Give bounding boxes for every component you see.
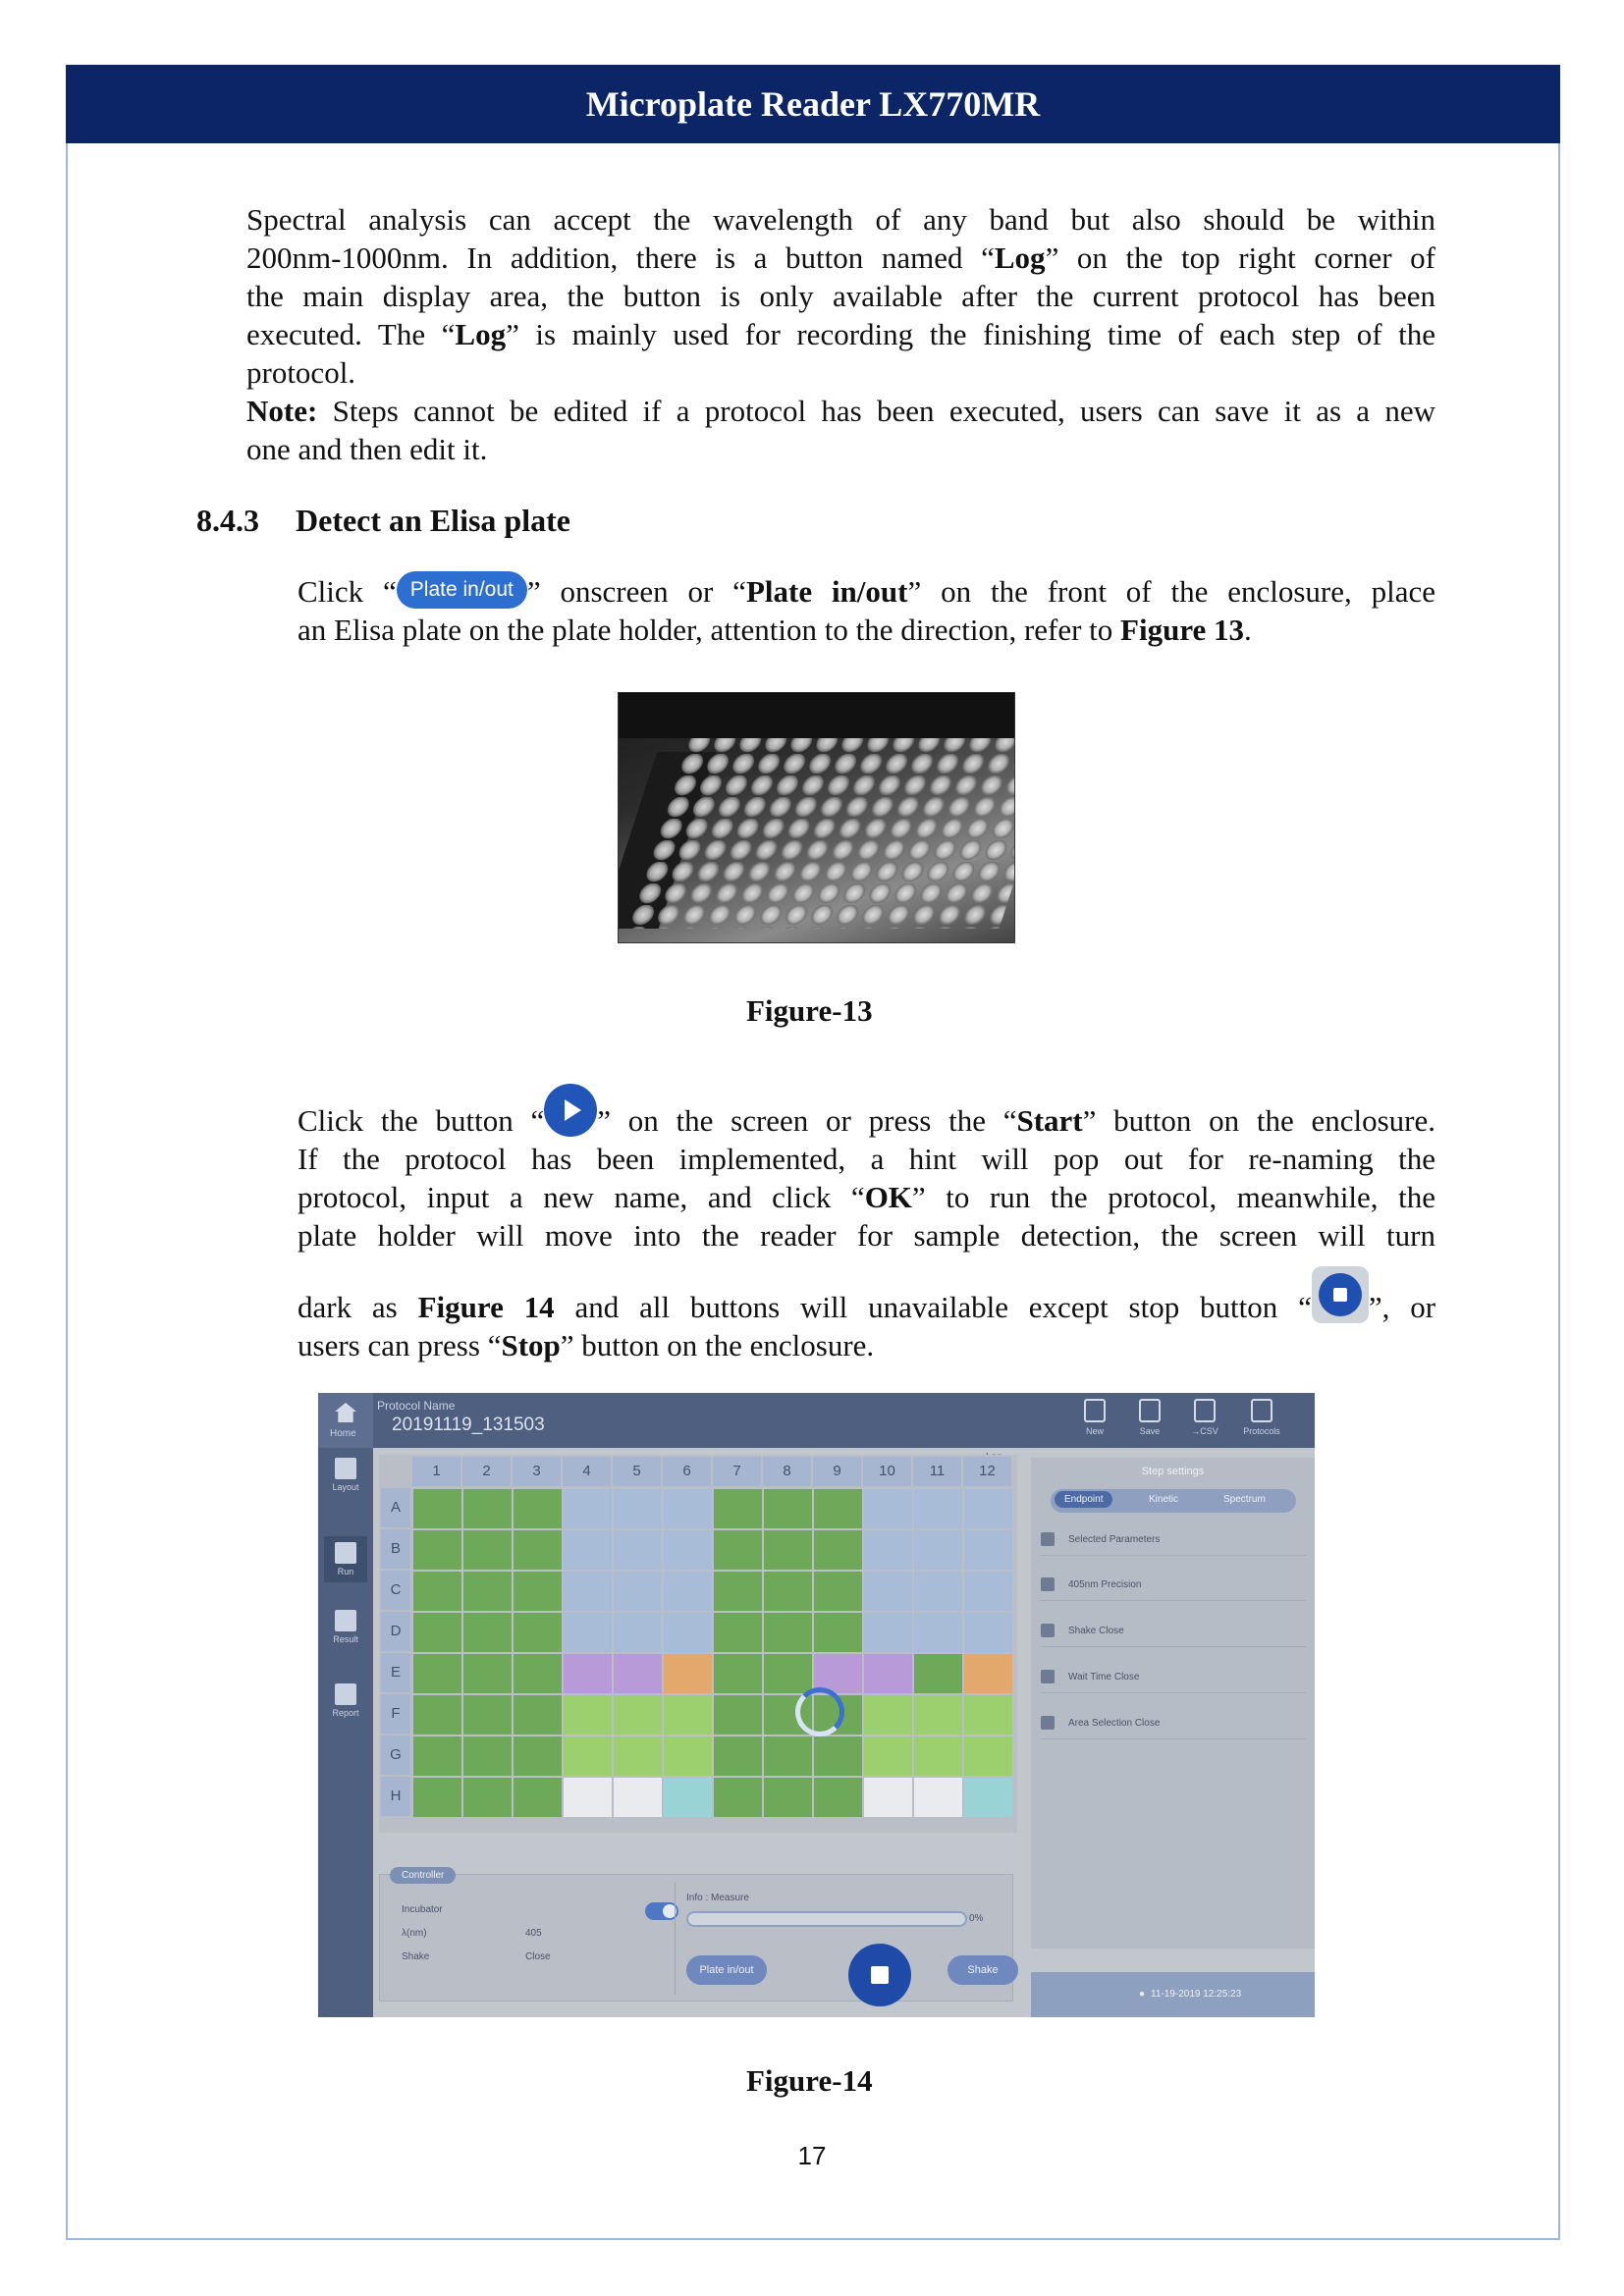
controller-shake-value: Close bbox=[525, 1951, 551, 1962]
plate-well[interactable] bbox=[913, 1694, 963, 1735]
step2-paragraph bbox=[298, 1084, 1435, 1364]
plate-well[interactable] bbox=[713, 1488, 763, 1529]
plate-well[interactable] bbox=[613, 1653, 663, 1694]
column-header[interactable]: 3 bbox=[513, 1457, 561, 1486]
toolbar-csv-button[interactable]: →CSV bbox=[1180, 1399, 1229, 1436]
plate-well[interactable] bbox=[462, 1777, 513, 1818]
row-header[interactable]: F bbox=[381, 1694, 410, 1734]
column-header[interactable]: 12 bbox=[963, 1457, 1011, 1486]
section-title: Detect an Elisa plate bbox=[296, 503, 570, 538]
column-header[interactable]: 6 bbox=[663, 1457, 711, 1486]
area-icon bbox=[1041, 1716, 1055, 1730]
plate-well[interactable] bbox=[462, 1488, 513, 1529]
column-header[interactable]: 1 bbox=[412, 1457, 460, 1486]
play-icon bbox=[335, 1542, 356, 1564]
plate-well[interactable] bbox=[863, 1653, 913, 1694]
shake-icon bbox=[1041, 1624, 1055, 1637]
param-shake[interactable]: Shake Close bbox=[1041, 1618, 1306, 1647]
grid-icon bbox=[1041, 1532, 1055, 1546]
chart-icon bbox=[335, 1610, 356, 1631]
plate-well[interactable] bbox=[863, 1529, 913, 1571]
plate-well[interactable] bbox=[963, 1571, 1013, 1612]
measure-progress-bar bbox=[686, 1911, 967, 1927]
figure13-caption: Figure-13 bbox=[746, 993, 873, 1028]
row-header[interactable]: H bbox=[381, 1777, 410, 1816]
info-measure: Info : Measure bbox=[686, 1893, 749, 1903]
plate-well[interactable] bbox=[513, 1653, 563, 1694]
app-top-bar bbox=[318, 1393, 1315, 1448]
controller-label: Controller bbox=[390, 1867, 456, 1884]
param-area-selection[interactable]: Area Selection Close bbox=[1041, 1710, 1306, 1739]
sidebar-item-run[interactable]: Run bbox=[324, 1536, 367, 1582]
plate-well[interactable] bbox=[513, 1488, 563, 1529]
plate-well[interactable] bbox=[613, 1612, 663, 1653]
plate-well[interactable] bbox=[813, 1571, 863, 1612]
edit-icon bbox=[1084, 1399, 1106, 1422]
plate-well[interactable] bbox=[763, 1777, 813, 1818]
column-header[interactable]: 4 bbox=[563, 1457, 611, 1486]
param-selected: Selected Parameters bbox=[1041, 1526, 1306, 1556]
note-label: Note: bbox=[246, 394, 318, 428]
row-header[interactable]: B bbox=[381, 1529, 410, 1569]
plate-well[interactable] bbox=[813, 1529, 863, 1571]
plate-well[interactable] bbox=[813, 1735, 863, 1777]
plate-well[interactable] bbox=[913, 1777, 963, 1818]
plate-well[interactable] bbox=[513, 1612, 563, 1653]
note-line bbox=[246, 392, 1435, 430]
sidebar-item-report[interactable]: Report bbox=[324, 1683, 367, 1718]
plate-well[interactable] bbox=[813, 1777, 863, 1818]
plate-well[interactable] bbox=[863, 1571, 913, 1612]
plate-well[interactable] bbox=[412, 1735, 462, 1777]
row-header[interactable]: E bbox=[381, 1653, 410, 1692]
plate-well[interactable] bbox=[763, 1612, 813, 1653]
intro-line: the main display area, the button is only available after the current protocol has been bbox=[246, 279, 1435, 313]
plate-well[interactable] bbox=[563, 1529, 613, 1571]
protocol-name-value: 20191119_131503 bbox=[392, 1415, 545, 1435]
toolbar-new-button[interactable]: New bbox=[1070, 1399, 1119, 1436]
row-header[interactable]: C bbox=[381, 1571, 410, 1610]
step-settings-panel bbox=[1031, 1458, 1315, 1949]
plate-well[interactable] bbox=[462, 1653, 513, 1694]
plate-well[interactable] bbox=[513, 1735, 563, 1777]
plate-well[interactable] bbox=[713, 1694, 763, 1735]
plate-well[interactable] bbox=[513, 1777, 563, 1818]
plate-well[interactable] bbox=[613, 1529, 663, 1571]
plate-in-out-button-icon: Plate in/out bbox=[397, 571, 527, 609]
plate-well[interactable] bbox=[913, 1571, 963, 1612]
step1-line1: Click “ Plate in/out ” onscreen or “Plate in/out” on the front of the enclosure, place bbox=[298, 571, 1435, 611]
plate-well[interactable] bbox=[913, 1612, 963, 1653]
plate-in-out-button[interactable]: Plate in/out bbox=[686, 1955, 767, 1985]
plate-well[interactable] bbox=[663, 1488, 713, 1529]
plate-well[interactable] bbox=[713, 1612, 763, 1653]
plate-well[interactable] bbox=[913, 1488, 963, 1529]
plate-well[interactable] bbox=[412, 1653, 462, 1694]
column-header[interactable]: 5 bbox=[613, 1457, 661, 1486]
note-line-2: one and then edit it. bbox=[246, 432, 488, 466]
plate-well[interactable] bbox=[963, 1529, 1013, 1571]
step2-line3: protocol, input a new name, and click “OK” to run the protocol, meanwhile, the bbox=[298, 1180, 1435, 1214]
param-wait-time[interactable]: Wait Time Close bbox=[1041, 1664, 1306, 1693]
loading-spinner-icon bbox=[795, 1687, 844, 1736]
plate-well[interactable] bbox=[412, 1529, 462, 1571]
plate-well[interactable] bbox=[513, 1529, 563, 1571]
tab-spectrum[interactable]: Spectrum bbox=[1223, 1494, 1266, 1505]
column-header[interactable]: 9 bbox=[813, 1457, 861, 1486]
shake-button[interactable]: Shake bbox=[947, 1955, 1018, 1985]
plate-well[interactable] bbox=[462, 1735, 513, 1777]
controller-wavelength-label: λ(nm) bbox=[402, 1928, 427, 1939]
plate-well[interactable] bbox=[412, 1488, 462, 1529]
plate-well[interactable] bbox=[563, 1653, 613, 1694]
plate-well[interactable] bbox=[813, 1612, 863, 1653]
stop-icon bbox=[1312, 1266, 1369, 1323]
plate-well[interactable] bbox=[713, 1777, 763, 1818]
plate-well[interactable] bbox=[713, 1735, 763, 1777]
step2-line2: If the protocol has been implemented, a hint will pop out for re-naming the bbox=[298, 1142, 1435, 1176]
incubator-toggle[interactable] bbox=[645, 1902, 678, 1920]
plate-well[interactable] bbox=[613, 1488, 663, 1529]
controller-wavelength-value: 405 bbox=[525, 1928, 542, 1939]
stop-button[interactable] bbox=[848, 1944, 911, 2006]
plate-well[interactable] bbox=[663, 1529, 713, 1571]
plate-well[interactable] bbox=[563, 1571, 613, 1612]
elisa-plate-wells bbox=[626, 732, 1015, 929]
row-header[interactable]: A bbox=[381, 1488, 410, 1527]
controller-panel bbox=[379, 1870, 1013, 2002]
plate-well[interactable] bbox=[963, 1612, 1013, 1653]
tab-kinetic[interactable]: Kinetic bbox=[1149, 1494, 1179, 1505]
step2-line5: dark as Figure 14 and all buttons will unavailable except stop button “ ”, or bbox=[298, 1266, 1435, 1326]
note-text: Steps cannot be edited if a protocol has been executed, users can save it as a new bbox=[317, 394, 1435, 428]
column-header[interactable]: 2 bbox=[462, 1457, 511, 1486]
plate-well[interactable] bbox=[763, 1488, 813, 1529]
tab-endpoint[interactable]: Endpoint bbox=[1055, 1491, 1112, 1508]
step2-line4: plate holder will move into the reader for sample detection, the screen will turn bbox=[298, 1218, 1435, 1253]
intro-line: protocol. bbox=[246, 355, 356, 390]
plate-well[interactable] bbox=[963, 1653, 1013, 1694]
figure14-caption: Figure-14 bbox=[746, 2063, 873, 2098]
param-wavelength[interactable]: 405nm Precision bbox=[1041, 1572, 1306, 1601]
page-number: 17 bbox=[797, 2141, 827, 2170]
wavelength-icon bbox=[1041, 1577, 1055, 1591]
column-header[interactable]: 7 bbox=[713, 1457, 761, 1486]
plate-well[interactable] bbox=[563, 1612, 613, 1653]
plate-well[interactable] bbox=[863, 1694, 913, 1735]
step2-line1: Click the button “ ” on the screen or press the “Start” button on the enclosure. bbox=[298, 1084, 1435, 1140]
plate-well[interactable] bbox=[513, 1571, 563, 1612]
plate-well[interactable] bbox=[563, 1694, 613, 1735]
plate-well[interactable] bbox=[412, 1777, 462, 1818]
figure13-photo bbox=[618, 692, 1015, 943]
plate-well[interactable] bbox=[713, 1529, 763, 1571]
figure14-screen bbox=[318, 1393, 1315, 2017]
intro-line-log1: 200nm-1000nm. In addition, there is a button named “Log” on the top right corner of bbox=[246, 240, 1436, 275]
start-play-icon bbox=[544, 1084, 597, 1137]
plate-well[interactable] bbox=[513, 1694, 563, 1735]
plate-well[interactable] bbox=[763, 1735, 813, 1777]
plate-well[interactable] bbox=[563, 1735, 613, 1777]
plate-well[interactable] bbox=[462, 1612, 513, 1653]
step1-paragraph bbox=[298, 571, 1435, 649]
plate-well[interactable] bbox=[963, 1735, 1013, 1777]
plate-well[interactable] bbox=[913, 1529, 963, 1571]
plate-well[interactable] bbox=[863, 1735, 913, 1777]
plate-well[interactable] bbox=[412, 1612, 462, 1653]
plate-layout-grid bbox=[379, 1455, 1017, 1833]
sidebar-label-home: Home bbox=[330, 1428, 356, 1439]
plate-well[interactable] bbox=[963, 1777, 1013, 1818]
plate-well[interactable] bbox=[713, 1653, 763, 1694]
step1-line2: an Elisa plate on the plate holder, attention to the direction, refer to Figure 13. bbox=[298, 613, 1252, 647]
intro-line: Spectral analysis can accept the wavelength of any band but also should be within bbox=[246, 202, 1435, 237]
plate-well[interactable] bbox=[563, 1777, 613, 1818]
plate-well[interactable] bbox=[462, 1529, 513, 1571]
plate-well[interactable] bbox=[763, 1653, 813, 1694]
folder-icon bbox=[1251, 1399, 1272, 1422]
plate-well[interactable] bbox=[412, 1571, 462, 1612]
plate-well[interactable] bbox=[412, 1694, 462, 1735]
plate-well[interactable] bbox=[913, 1653, 963, 1694]
plate-well[interactable] bbox=[663, 1571, 713, 1612]
plate-well[interactable] bbox=[813, 1488, 863, 1529]
home-button[interactable] bbox=[318, 1393, 373, 1448]
plate-well[interactable] bbox=[663, 1735, 713, 1777]
row-header[interactable]: G bbox=[381, 1735, 410, 1775]
plate-well[interactable] bbox=[563, 1488, 613, 1529]
progress-percent: 0% bbox=[969, 1913, 984, 1924]
column-header[interactable]: 8 bbox=[763, 1457, 811, 1486]
plate-well[interactable] bbox=[863, 1777, 913, 1818]
controller-incubator-label: Incubator bbox=[402, 1904, 443, 1915]
plate-well[interactable] bbox=[713, 1571, 763, 1612]
plate-well[interactable] bbox=[613, 1571, 663, 1612]
plate-well[interactable] bbox=[663, 1694, 713, 1735]
step-tabs bbox=[1051, 1489, 1296, 1513]
plate-well[interactable] bbox=[462, 1571, 513, 1612]
column-header[interactable]: 11 bbox=[913, 1457, 961, 1486]
toolbar-save-button[interactable]: Save bbox=[1125, 1399, 1174, 1436]
report-icon bbox=[335, 1683, 356, 1705]
plate-well[interactable] bbox=[613, 1694, 663, 1735]
section-heading bbox=[196, 503, 570, 539]
plate-well[interactable] bbox=[613, 1735, 663, 1777]
timer-icon bbox=[1041, 1670, 1055, 1683]
app-sidebar bbox=[318, 1448, 373, 2017]
layout-icon bbox=[335, 1458, 356, 1479]
step-settings-title: Step settings bbox=[1141, 1466, 1205, 1477]
plate-well[interactable] bbox=[663, 1653, 713, 1694]
sidebar-item-result[interactable]: Result bbox=[324, 1610, 367, 1644]
status-bar bbox=[1031, 1972, 1315, 2017]
save-icon bbox=[1139, 1399, 1161, 1422]
plate-well[interactable] bbox=[663, 1612, 713, 1653]
plate-well[interactable] bbox=[963, 1694, 1013, 1735]
section-number: 8.4.3 bbox=[196, 503, 259, 538]
protocol-name-label: Protocol Name bbox=[377, 1399, 456, 1413]
column-header[interactable]: 10 bbox=[863, 1457, 911, 1486]
home-icon bbox=[335, 1403, 356, 1422]
controller-shake-label: Shake bbox=[402, 1951, 430, 1962]
plate-well[interactable] bbox=[613, 1777, 663, 1818]
row-header[interactable]: D bbox=[381, 1612, 410, 1651]
plate-well[interactable] bbox=[763, 1571, 813, 1612]
plate-well[interactable] bbox=[963, 1488, 1013, 1529]
intro-paragraph bbox=[246, 200, 1435, 468]
plate-well[interactable] bbox=[913, 1735, 963, 1777]
toolbar-protocols-button[interactable]: Protocols bbox=[1237, 1399, 1286, 1436]
plate-well[interactable] bbox=[863, 1612, 913, 1653]
page-header-title: Microplate Reader LX770MR bbox=[66, 65, 1560, 143]
csv-icon bbox=[1194, 1399, 1216, 1422]
intro-line-log2: executed. The “Log” is mainly used for recording the finishing time of each step of the bbox=[246, 317, 1435, 351]
sidebar-item-layout[interactable]: Layout bbox=[324, 1458, 367, 1492]
plate-well[interactable] bbox=[863, 1488, 913, 1529]
plate-well[interactable] bbox=[462, 1694, 513, 1735]
plate-well[interactable] bbox=[763, 1529, 813, 1571]
plate-well[interactable] bbox=[663, 1777, 713, 1818]
datetime-display: ● 11-19-2019 12:25:23 bbox=[1139, 1989, 1241, 2000]
step2-line6: users can press “Stop” button on the enclosure. bbox=[298, 1328, 875, 1362]
